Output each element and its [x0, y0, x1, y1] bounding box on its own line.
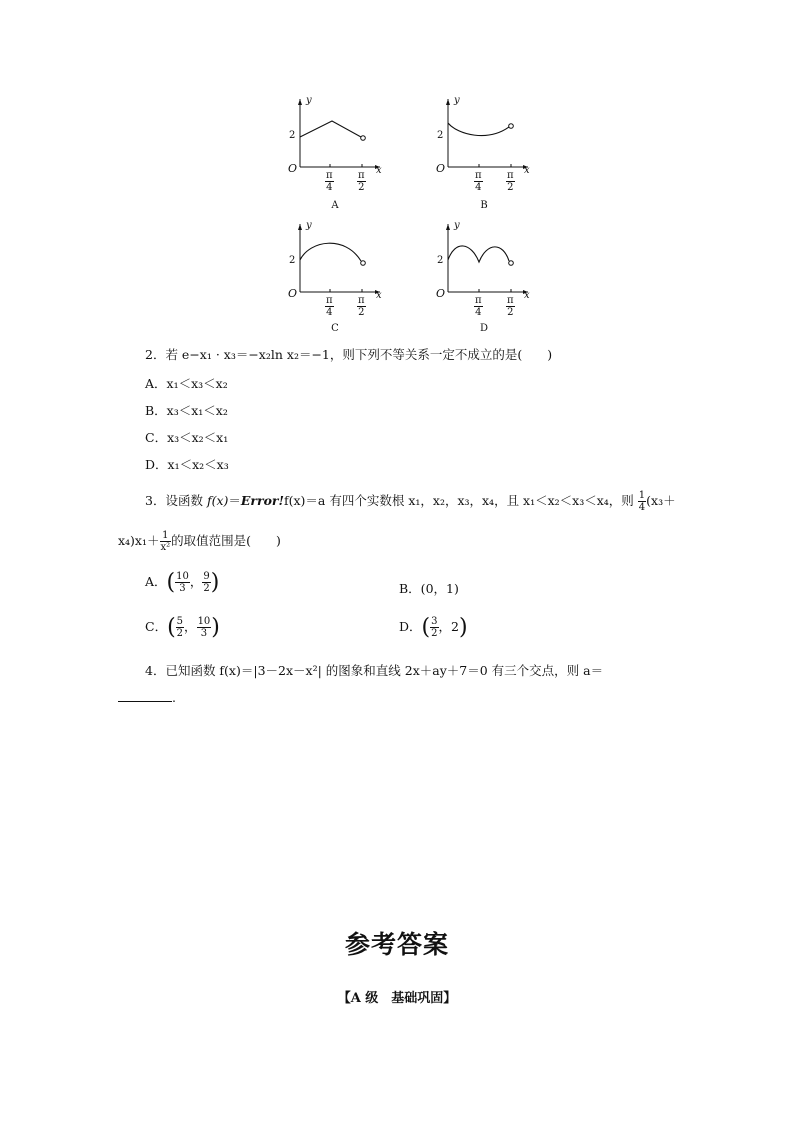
q3-option-b: B．(0，1) [399, 581, 459, 596]
q3-fraction-one-over-x2: $\frac{1}{\text{x²}}$ [160, 530, 171, 553]
x-tick-pi-over-4: $\frac{\pi}{4}$ [326, 295, 333, 318]
x-tick-pi-over-4: $\frac{\pi}{4}$ [326, 170, 333, 193]
x-axis-label: x [376, 290, 382, 301]
graph-b-caption: B [480, 200, 488, 211]
x-tick-pi-over-2: $\frac{\pi}{2}$ [507, 295, 514, 318]
q2-stem: 2．若 e−x₁ · x₃＝−x₂ln x₂＝−1，则下列不等关系一定不成立的是( ) [145, 347, 553, 362]
graph-c-svg [285, 220, 385, 320]
q2-option-c: C．x₃＜x₂＜x₁ [145, 430, 229, 445]
y-axis-label: y [454, 95, 460, 106]
graph-a-svg [285, 95, 385, 195]
x-axis-label: x [376, 165, 382, 176]
graph-a [285, 95, 385, 195]
q2-option-a: A．x₁＜x₃＜x₂ [145, 376, 228, 391]
x-tick-pi-over-4: $\frac{\pi}{4}$ [475, 295, 482, 318]
origin-label: O [436, 287, 446, 300]
graph-a-caption: A [331, 200, 339, 211]
q3-stem-line1: 3．设函数 f(x)＝Error!f(x)＝a 有四个实数根 x₁，x₂，x₃，x₄，且 x₁＜x₂＜x₃＜x₄，则 $\frac{1}{4}$ (x₃＋ [145, 490, 676, 513]
answer-subtitle: 【A 级 基础巩固】 [337, 991, 457, 1006]
answer-blank[interactable] [118, 690, 172, 702]
q2-option-b: B．x₃＜x₁＜x₂ [145, 403, 228, 418]
y-tick-label: 2 [289, 255, 296, 266]
y-axis-label: y [454, 220, 460, 231]
q2-option-d: D．x₁＜x₂＜x₃ [145, 457, 229, 472]
y-tick-label: 2 [289, 130, 296, 141]
q3-option-d: D．( $\frac{3}{2}$ ，2) [399, 615, 468, 640]
x-tick-pi-over-2: $\frac{\pi}{2}$ [358, 295, 365, 318]
y-tick-label: 2 [437, 130, 444, 141]
graph-d-svg [433, 220, 533, 320]
x-axis-label: x [524, 290, 530, 301]
graph-b [433, 95, 533, 195]
y-axis-label: y [306, 220, 312, 231]
q4-stem: 4．已知函数 f(x)＝|3－2x－x²| 的图象和直线 2x＋ay＋7＝0 有三个交点，则 a＝ [145, 663, 604, 678]
q3-stem-line2: x₄)x₁＋ $\frac{1}{\text{x²}}$ 的取值范围是( ) [118, 530, 281, 553]
q4-answer-line: . [118, 690, 176, 705]
x-tick-pi-over-2: $\frac{\pi}{2}$ [507, 170, 514, 193]
x-tick-pi-over-4: $\frac{\pi}{4}$ [475, 170, 482, 193]
y-axis-label: y [306, 95, 312, 106]
origin-label: O [288, 162, 298, 175]
answer-title: 参考答案 [344, 930, 449, 959]
graph-d-caption: D [479, 323, 489, 334]
origin-label: O [288, 287, 298, 300]
x-axis-label: x [524, 165, 530, 176]
graph-c [285, 220, 385, 320]
y-tick-label: 2 [437, 255, 444, 266]
q3-option-a: A．( $\frac{10}{3}$ ， $\frac{9}{2}$ ) [145, 570, 220, 595]
origin-label: O [436, 162, 446, 175]
error-marker: Error! [240, 493, 284, 508]
graph-d [433, 220, 533, 320]
q3-fraction-one-quarter: $\frac{1}{4}$ [638, 490, 646, 513]
x-tick-pi-over-2: $\frac{\pi}{2}$ [358, 170, 365, 193]
q3-option-c: C．( $\frac{5}{2}$ ， $\frac{10}{3}$ ) [145, 615, 220, 640]
graph-c-caption: C [331, 323, 339, 334]
graph-b-svg [433, 95, 533, 195]
